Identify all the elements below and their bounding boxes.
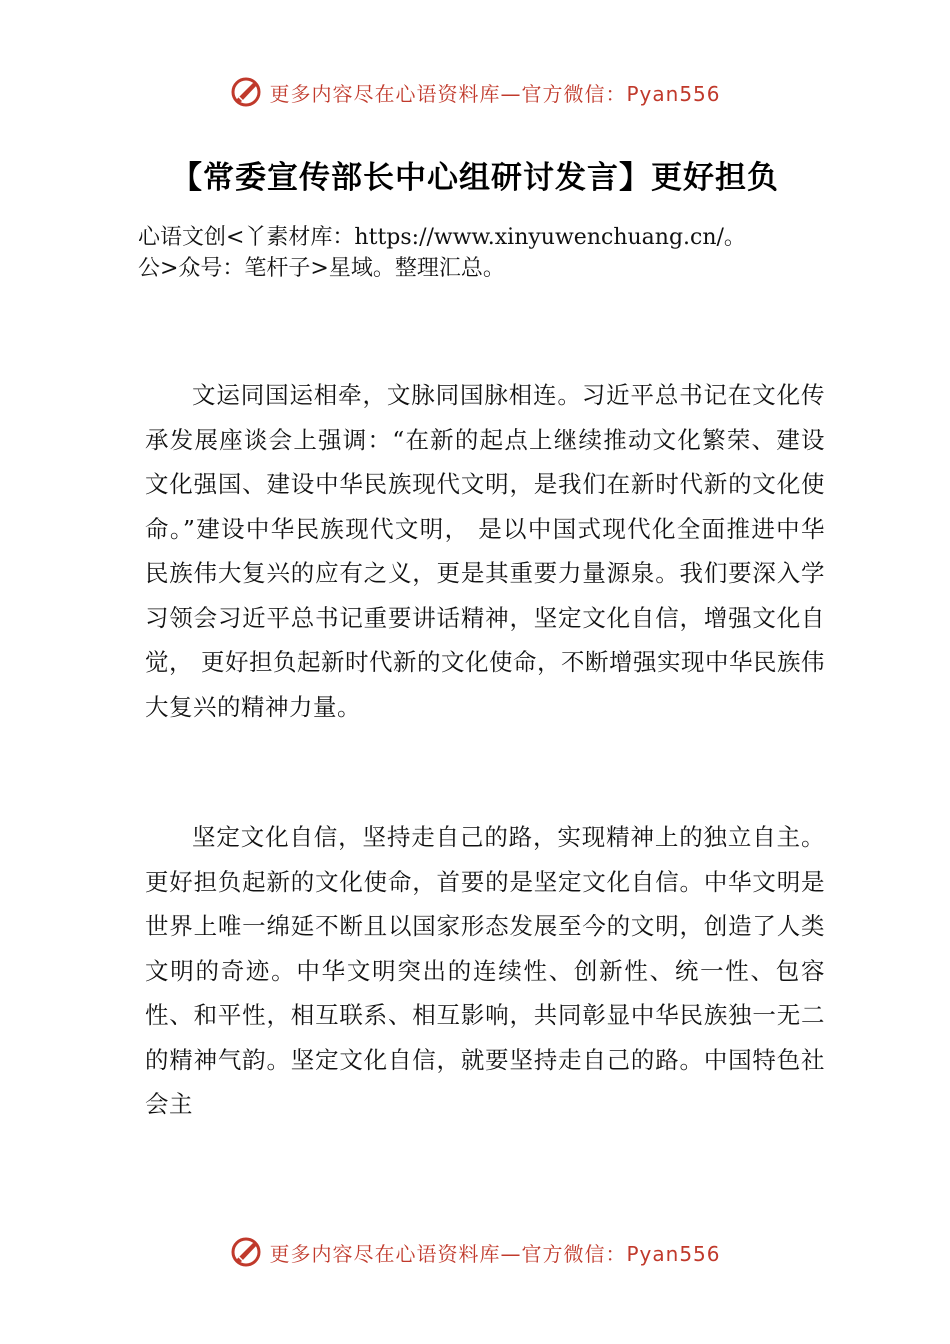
footer-banner	[0, 1232, 950, 1272]
document-title: 【常委宣传部长中心组研讨发言】更好担负	[171, 160, 779, 196]
quill-seal-icon	[229, 75, 263, 109]
body-paragraph-2: 坚定文化自信，坚持走自己的路，实现精神上的独立自主。更好担负起新的文化使命，首要的是坚定文化自信。中华文明是世界上唯一绵延不断且以国家形态发展至今的文明，创造了人类文明的奇迹。中华文明突出的连续性、创新性、统一性、包容性、和平性，相互联系、相互影响，共同彰显中华民族独一无二的精神气韵。坚定文化自信，就要坚持走自己的路。中国特色社会主	[145, 823, 825, 1118]
body-paragraph-1: 文运同国运相牵，文脉同国脉相连。习近平总书记在文化传承发展座谈会上强调：“在新的起点上继续推动文化繁荣、建设文化强国、建设中华民族现代文明，是我们在新时代新的文化使命。”建设中华民族现代文明， 是以中国式现代化全面推进中华民族伟大复兴的应有之义，更是其重要力量源泉。我们要深入学习领会习近平总书记重要讲话精神，坚定文化自信，增强文化自觉， 更好担负起新时代新的文化使命，不断增强实现中华民族伟大复兴的精神力量。	[145, 381, 825, 721]
source-line-2: 公>众号：笔杆子>星域。整理汇总。	[138, 256, 505, 281]
banner-wechat-id: Pyan556	[626, 1241, 721, 1266]
banner-message: 更多内容尽在心语资料库—官方微信：	[269, 81, 627, 106]
source-line-1: 心语文创<丫素材库：https://www.xinyuwenchuang.cn/。	[138, 225, 746, 250]
banner-text	[269, 1238, 720, 1267]
banner-wechat-id: Pyan556	[626, 81, 721, 106]
header-banner	[0, 72, 950, 112]
quill-seal-icon	[229, 1235, 263, 1269]
source-note	[138, 222, 838, 284]
banner-text	[269, 78, 720, 107]
banner-message: 更多内容尽在心语资料库—官方微信：	[269, 1241, 627, 1266]
